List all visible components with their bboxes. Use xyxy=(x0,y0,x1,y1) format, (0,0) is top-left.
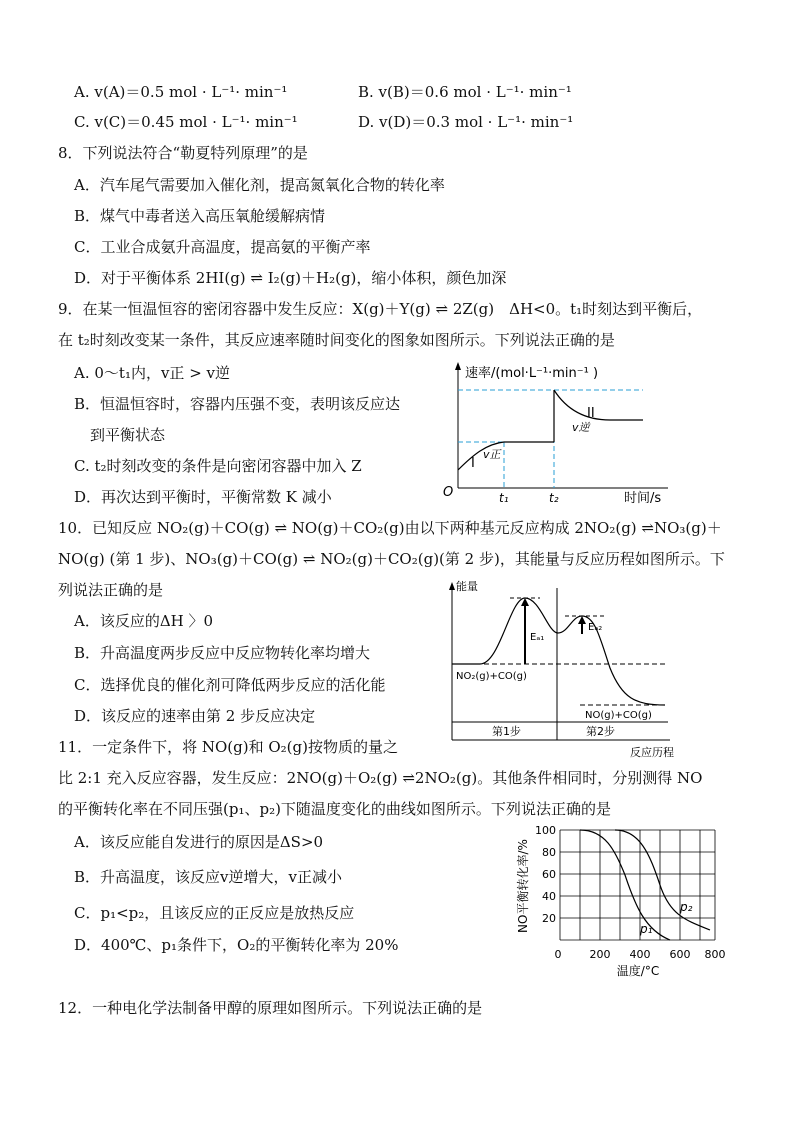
p1-label: p₁ xyxy=(640,922,653,936)
reactants-label: NO₂(g)+CO(g) xyxy=(456,671,527,682)
products-label: NO(g)+CO(g) xyxy=(585,710,652,721)
q8-option-c: C．工业合成氨升高温度，提高氨的平衡产率 xyxy=(74,238,371,256)
curve-p2 xyxy=(615,830,710,930)
q10-stem-line2: NO(g) (第 1 步)、NO₃(g)＋CO(g) ⇌ NO₂(g)＋CO₂(g)(第 2 步)，其能量与反应历程如图所示。下 xyxy=(58,550,725,568)
curve-p1 xyxy=(580,830,670,940)
q9-option-a: A. 0～t₁内，v正 > v逆 xyxy=(74,364,231,382)
q8-option-d: D．对于平衡体系 2HI(g) ⇌ I₂(g)＋H₂(g)，缩小体积，颜色加深 xyxy=(74,269,507,287)
q11-ylabel: NO平衡转化率/% xyxy=(516,839,530,933)
q9-option-b-line1: B．恒温恒容时，容器内压强不变，表明该反应达 xyxy=(74,395,401,413)
q9-rate-time-graph xyxy=(438,360,678,508)
q11-option-c: C．p₁<p₂，且该反应的正反应是放热反应 xyxy=(74,904,355,922)
xtick-0: 0 xyxy=(554,948,562,961)
label-ii: II xyxy=(587,406,595,421)
energy-curve xyxy=(452,598,665,705)
q9-option-b-line2: 到平衡状态 xyxy=(90,426,166,444)
q9-option-d: D．再次达到平衡时，平衡常数 K 减小 xyxy=(74,488,332,506)
xtick-400: 400 xyxy=(629,948,651,961)
curve-ii xyxy=(554,390,643,420)
q7-option-b: B. v(B)＝0.6 mol · L⁻¹· min⁻¹ xyxy=(358,83,572,101)
q10-option-c: C．选择优良的催化剂可降低两步反应的活化能 xyxy=(74,676,386,694)
q11-option-d: D．400℃、p₁条件下，O₂的平衡转化率为 20% xyxy=(74,936,399,954)
y-axis-arrow xyxy=(455,362,461,370)
step2-label: 第2步 xyxy=(586,725,615,738)
q9-stem-line2: 在 t₂时刻改变某一条件，其反应速率随时间变化的图象如图所示。下列说法正确的是 xyxy=(58,331,615,349)
y-axis-arrow xyxy=(449,582,455,590)
q11-stem-line3: 的平衡转化率在不同压强(p₁、p₂)下随温度变化的曲线如图所示。下列说法正确的是 xyxy=(58,800,611,818)
step1-label: 第1步 xyxy=(492,725,521,738)
q11-xlabel: 温度/°C xyxy=(616,964,660,978)
t1-label: t₁ xyxy=(499,491,509,505)
t2-label: t₂ xyxy=(549,491,559,505)
xtick-600: 600 xyxy=(669,948,691,961)
grid xyxy=(560,830,715,940)
q10-stem-line3: 列说法正确的是 xyxy=(58,581,164,599)
q9-option-c: C. t₂时刻改变的条件是向密闭容器中加入 Z xyxy=(74,457,362,475)
ytick-80: 80 xyxy=(542,846,556,859)
ytick-60: 60 xyxy=(542,868,556,881)
label-i: I xyxy=(471,456,475,471)
q7-option-c: C. v(C)＝0.45 mol · L⁻¹· min⁻¹ xyxy=(74,113,298,131)
q11-stem-line1: 11．一定条件下，将 NO(g)和 O₂(g)按物质的量之 xyxy=(58,738,398,756)
q8-option-a: A．汽车尾气需要加入催化剂，提高氮氧化合物的转化率 xyxy=(74,176,445,194)
xtick-800: 800 xyxy=(704,948,726,961)
q9-ylabel: 速率/(mol·L⁻¹·min⁻¹ ) xyxy=(465,366,599,381)
q10-option-a: A．该反应的ΔH 〉0 xyxy=(74,612,214,630)
q7-option-a: A. v(A)＝0.5 mol · L⁻¹· min⁻¹ xyxy=(74,83,288,101)
q9-stem-line1: 9．在某一恒温恒容的密闭容器中发生反应：X(g)＋Y(g) ⇌ 2Z(g) ΔH<0。t₁时刻达到平衡后， xyxy=(58,300,703,318)
p2-label: p₂ xyxy=(680,900,693,914)
q10-stem-line1: 10．已知反应 NO₂(g)＋CO(g) ⇌ NO(g)＋CO₂(g)由以下两种基元反应构成 2NO₂(g) ⇌NO₃(g)＋ xyxy=(58,519,722,537)
q10-energy-diagram xyxy=(440,578,680,760)
v-forward-label: v正 xyxy=(483,448,501,461)
xtick-200: 200 xyxy=(589,948,611,961)
ea2-label: Eₐ₂ xyxy=(588,622,603,633)
q12-stem: 12．一种电化学法制备甲醇的原理如图所示。下列说法正确的是 xyxy=(58,999,483,1017)
q9-origin: O xyxy=(443,485,454,500)
q11-option-a: A．该反应能自发进行的原因是ΔS>0 xyxy=(74,833,324,851)
q8-stem: 8．下列说法符合“勒夏特列原理”的是 xyxy=(58,144,308,162)
q9-xlabel: 时间/s xyxy=(624,491,662,506)
q11-stem-line2: 比 2:1 充入反应容器，发生反应：2NO(g)＋O₂(g) ⇌2NO₂(g)。其他条件相同时，分别测得 NO xyxy=(58,769,703,787)
q10-option-d: D．该反应的速率由第 2 步反应决定 xyxy=(74,707,316,725)
q11-option-b: B．升高温度，该反应v逆增大，v正减小 xyxy=(74,868,342,886)
q10-ylabel: 能量 xyxy=(456,580,478,593)
q10-xlabel: 反应历程 xyxy=(630,746,674,759)
ytick-20: 20 xyxy=(542,912,556,925)
q11-conversion-chart xyxy=(510,820,735,980)
q8-option-b: B．煤气中毒者送入高压氧舱缓解病情 xyxy=(74,207,326,225)
q7-option-d: D. v(D)＝0.3 mol · L⁻¹· min⁻¹ xyxy=(358,113,574,131)
ea1-label: Eₐ₁ xyxy=(530,632,545,643)
v-reverse-label: v逆 xyxy=(572,421,590,434)
q10-option-b: B．升高温度两步反应中反应物转化率均增大 xyxy=(74,644,371,662)
ytick-100: 100 xyxy=(535,824,556,837)
ytick-40: 40 xyxy=(542,890,556,903)
